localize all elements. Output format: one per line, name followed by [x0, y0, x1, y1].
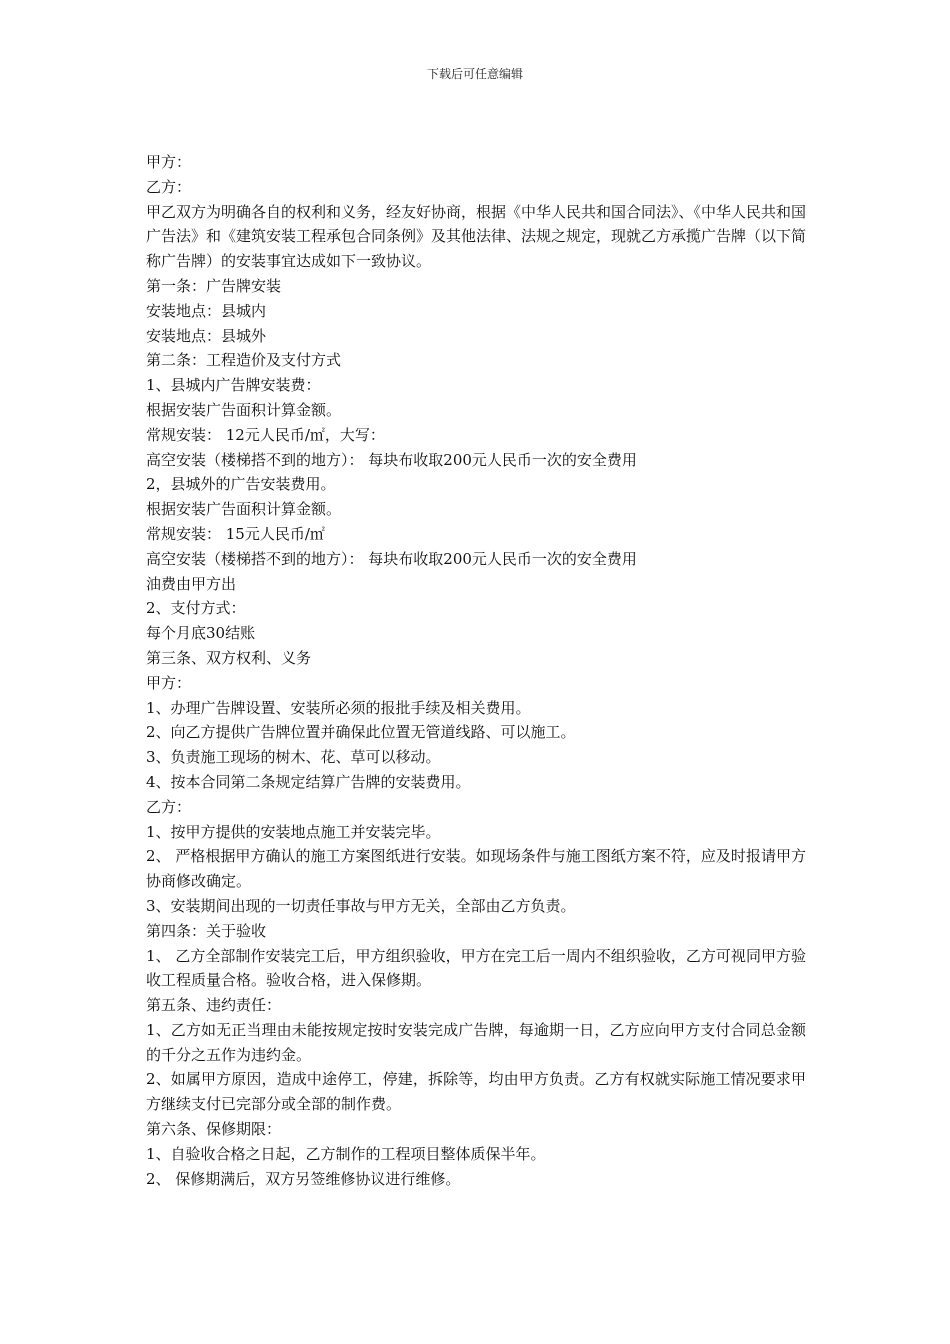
contract-line: 常规安装： 15元人民币/㎡ [146, 524, 325, 543]
contract-line: 第一条：广告牌安装 [146, 276, 282, 295]
contract-line: 油费由甲方出 [146, 574, 237, 593]
contract-line: 常规安装： 12元人民币/㎡，大写： [146, 425, 385, 444]
contract-line: 2、向乙方提供广告牌位置并确保此位置无管道线路、可以施工。 [146, 723, 576, 742]
contract-line: 安装地点：县城内 [146, 301, 267, 320]
contract-line: 根据安装广告面积计算金额。 [146, 500, 342, 519]
contract-line: 根据安装广告面积计算金额。 [146, 400, 342, 419]
contract-paragraph: 甲乙双方为明确各自的权利和义务，经友好协商，根据《中华人民共和国合同法》、《中华人民共和国广告法》和《建筑安装工程承包合同条例》及其他法律、法规之规定，现就乙方承揽广告牌（以下简称广告牌）的安装事宜达成如下一致协议。 [146, 202, 807, 271]
contract-line: 每个月底30结账 [146, 624, 256, 643]
contract-paragraph: 2、如属甲方原因，造成中途停工，停建，拆除等，均由甲方负责。乙方有权就实际施工情况要求甲方继续支付已完部分或全部的制作费。 [146, 1070, 806, 1114]
contract-line: 第六条、保修期限： [146, 1120, 282, 1139]
contract-line: 2、支付方式： [146, 599, 246, 618]
contract-line: 1、办理广告牌设置、安装所必须的报批手续及相关费用。 [146, 698, 531, 717]
contract-line: 乙方： [146, 797, 192, 816]
contract-paragraph: 1、乙方如无正当理由未能按规定按时安装完成广告牌，每逾期一日，乙方应向甲方支付合同总金额的千分之五作为违约金。 [146, 1020, 806, 1064]
contract-line: 高空安装（楼梯搭不到的地方）： 每块布收取200元人民币一次的安全费用 [146, 450, 637, 469]
contract-line: 第四条：关于验收 [146, 921, 267, 940]
contract-line: 甲方： [146, 673, 192, 692]
contract-line: 甲方： [146, 153, 192, 171]
contract-line: 1、按甲方提供的安装地点施工并安装完毕。 [146, 822, 441, 841]
contract-paragraph: 2、 严格根据甲方确认的施工方案图纸进行安装。如现场条件与施工图纸方案不符，应及时报请甲方协商修改确定。 [146, 847, 806, 891]
contract-line: 3、负责施工现场的树木、花、草可以移动。 [146, 748, 441, 767]
contract-line: 安装地点：县城外 [146, 326, 267, 345]
contract-line: 1、县城内广告牌安装费： [146, 376, 321, 395]
contract-line: 第五条、违约责任： [146, 996, 282, 1015]
contract-line: 乙方： [146, 177, 192, 196]
contract-line: 3、安装期间出现的一切责任事故与甲方无关，全部由乙方负责。 [146, 896, 576, 915]
contract-line: 第二条：工程造价及支付方式 [146, 351, 342, 370]
contract-paragraph: 1、 乙方全部制作安装完工后，甲方组织验收，甲方在完工后一周内不组织验收，乙方可视同甲方验收工程质量合格。验收合格，进入保修期。 [146, 946, 806, 990]
contract-line: 1、自验收合格之日起，乙方制作的工程项目整体质保半年。 [146, 1144, 546, 1163]
contract-line: 高空安装（楼梯搭不到的地方）： 每块布收取200元人民币一次的安全费用 [146, 549, 637, 568]
contract-line: 2、 保修期满后，双方另签维修协议进行维修。 [146, 1169, 461, 1188]
contract-line: 2，县城外的广告安装费用。 [146, 475, 336, 494]
contract-line: 4、按本合同第二条规定结算广告牌的安装费用。 [146, 772, 471, 791]
page-header-note: 下载后可任意编辑 [426, 67, 523, 81]
contract-body [146, 150, 806, 1191]
contract-line: 第三条、双方权利、义务 [146, 648, 312, 667]
